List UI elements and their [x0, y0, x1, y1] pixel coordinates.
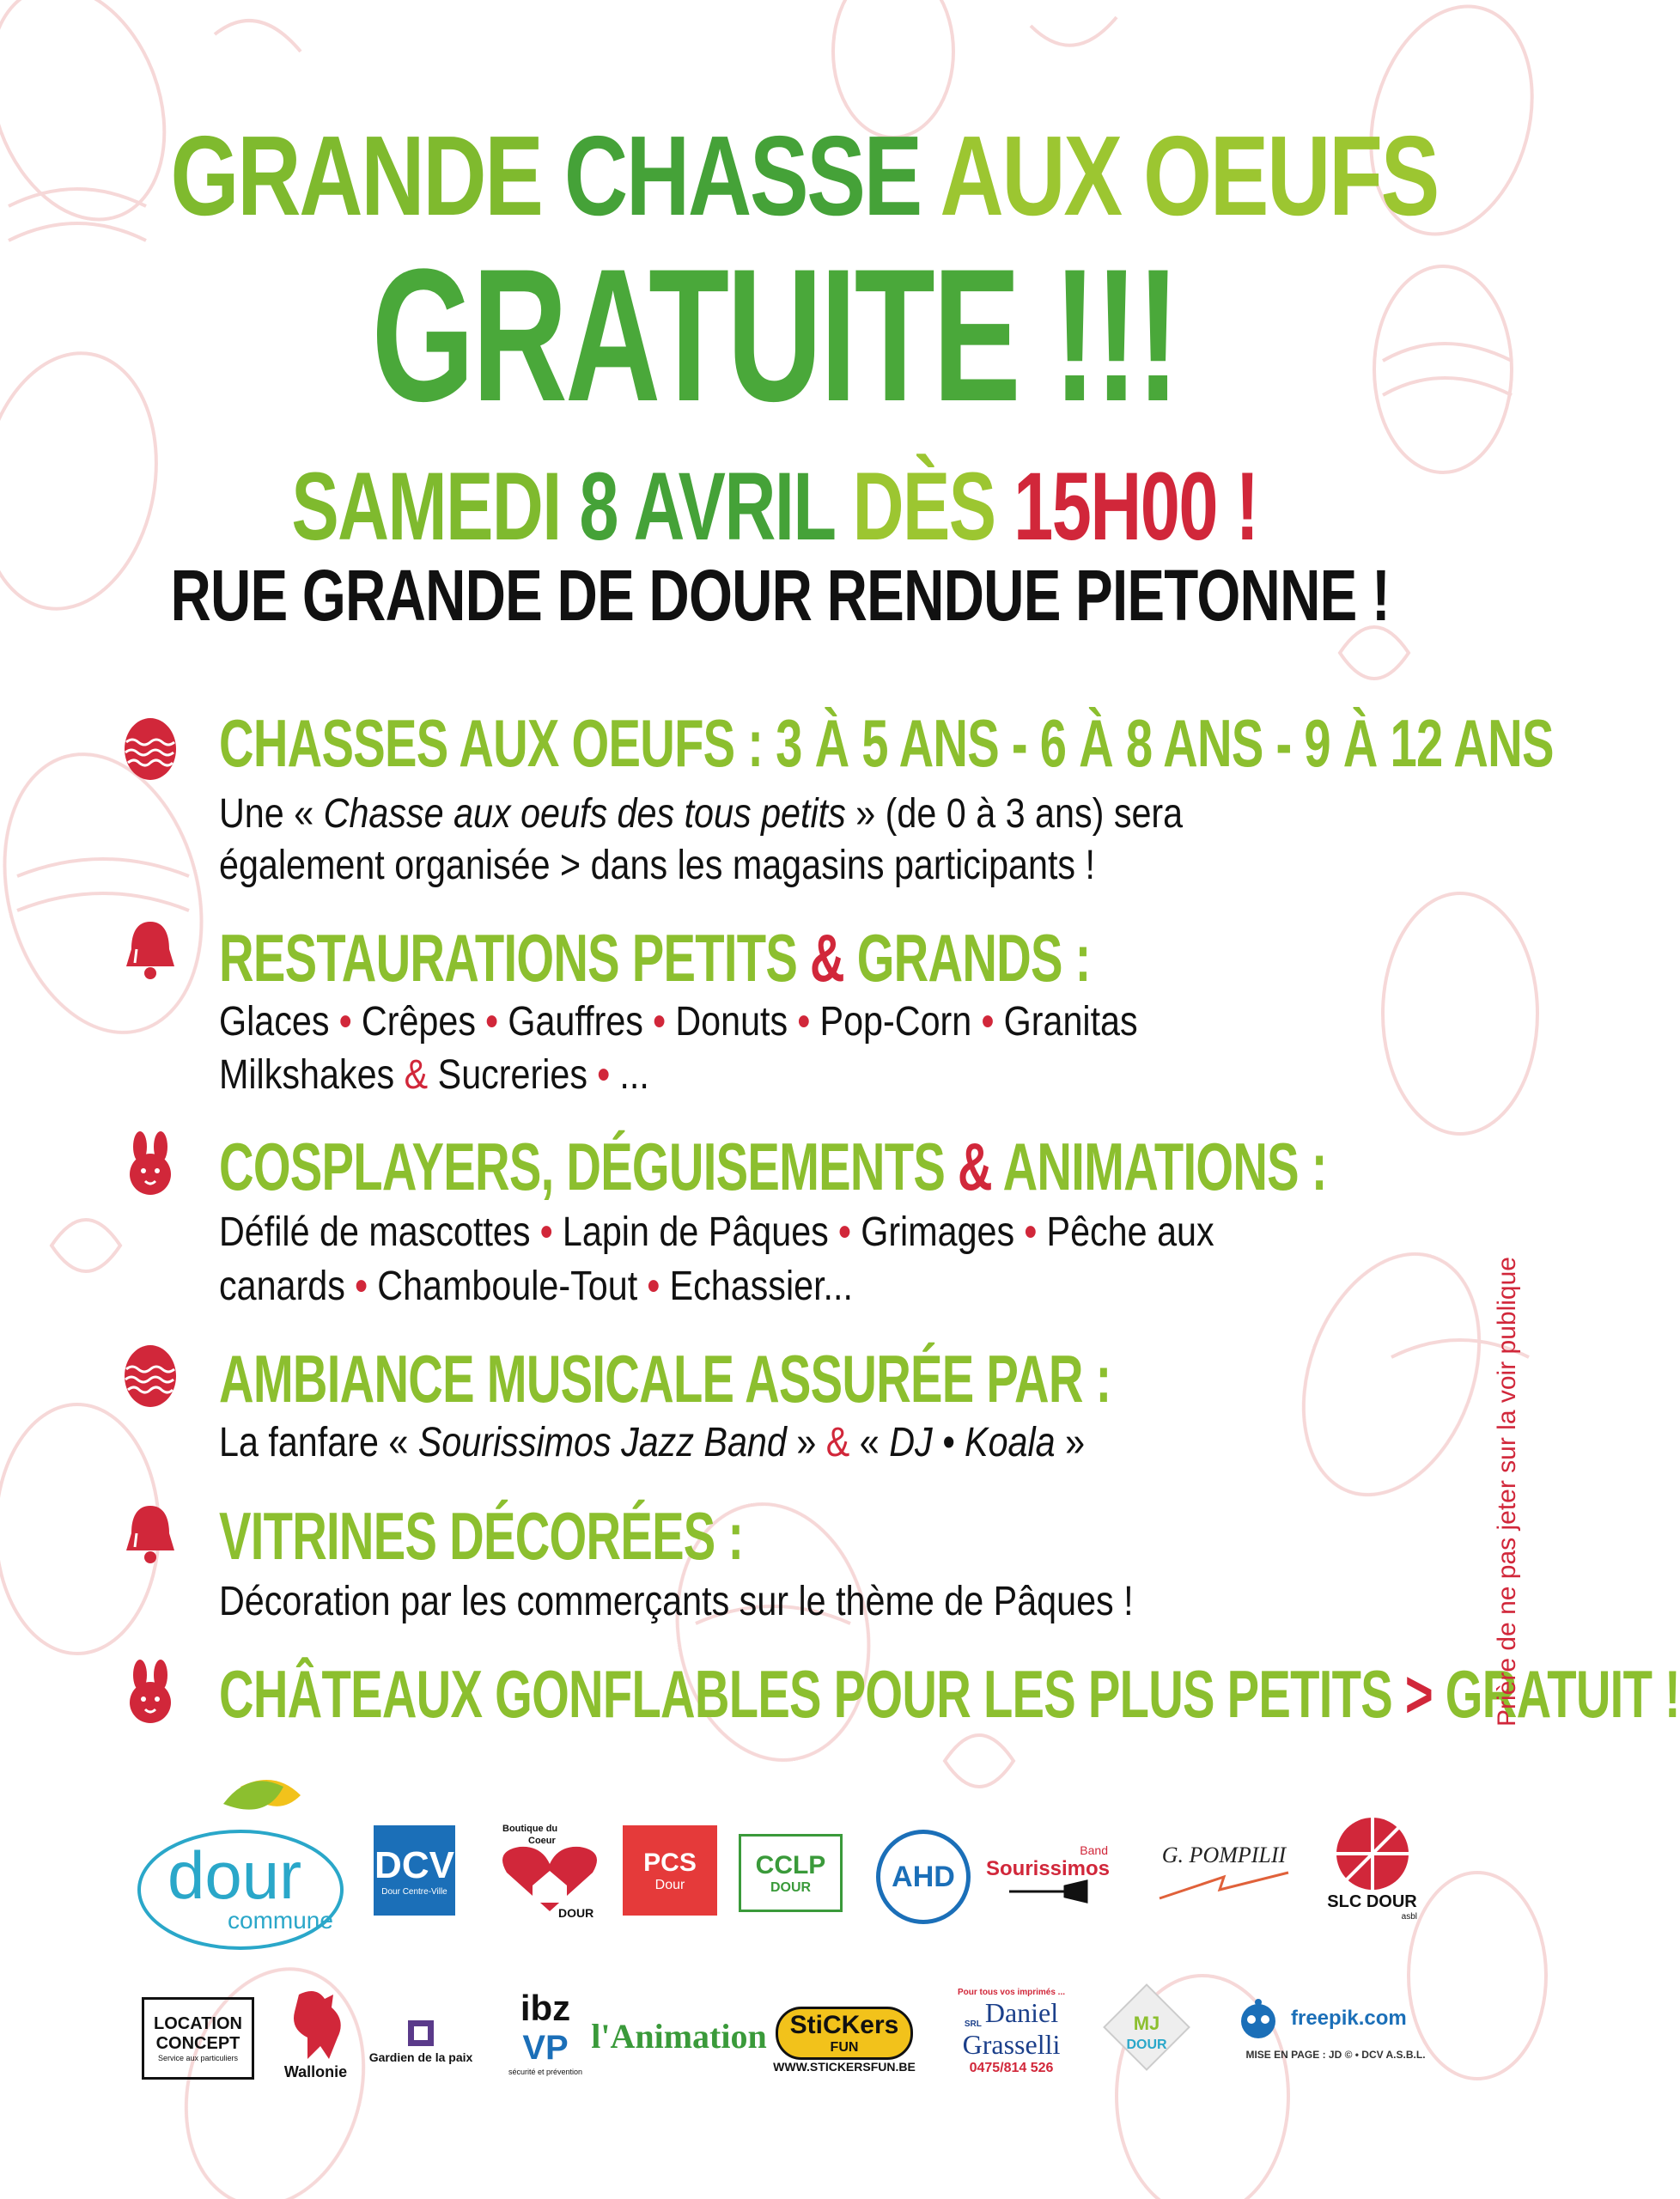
stickersfun-logo: [767, 1993, 922, 2087]
dour-label: DOUR: [558, 1906, 594, 1920]
grasselli-logo: [940, 1976, 1082, 2087]
dj-name: DJ • Koala: [889, 1420, 1056, 1465]
pompilii-logo: [1147, 1834, 1301, 1911]
animation-item: Lapin de Pâques: [562, 1209, 829, 1255]
wallonie-word: Wallonie: [283, 2063, 348, 2080]
slc-pinwheel: [1334, 1815, 1411, 1892]
date-time: 15H00 !: [1013, 453, 1258, 560]
dcv-letters: DCV: [374, 1844, 454, 1886]
cclp-logo: [739, 1834, 843, 1912]
headline-word-aux-oeufs: AUX OEUFS: [940, 113, 1438, 239]
boutique-du-coeur-logo: [494, 1821, 606, 1920]
text-segment: GRATUIT !: [1445, 1656, 1680, 1732]
grasselli-phone: 0475/814 526: [969, 2060, 1054, 2075]
date-day: SAMEDI: [291, 453, 561, 560]
bell-icon: [116, 1499, 185, 1568]
food-item: Glaces: [219, 999, 330, 1045]
credit-text: MISE EN PAGE : JD © • DCV A.S.B.L.: [1245, 2049, 1426, 2061]
animation-word: l'Animation: [591, 2016, 767, 2056]
bunny-icon: [116, 1658, 185, 1727]
section-music-heading: AMBIANCE MUSICALE ASSURÉE PAR :: [219, 1341, 1111, 1416]
text-segment: COSPLAYERS, DÉGUISEMENTS: [219, 1129, 946, 1204]
pcs-letters: PCS: [643, 1848, 697, 1877]
ahd-logo: [876, 1830, 971, 1924]
vp-letters: VP: [522, 2028, 569, 2067]
animation-item: Pêche aux: [1046, 1209, 1214, 1255]
mj-dour-word: DOUR: [1126, 2038, 1167, 2052]
dour-commune-mark: [129, 1770, 361, 1950]
text-segment: » (de 0 à 3 ans) sera: [855, 791, 1184, 837]
concept-word: CONCEPT: [155, 2034, 240, 2053]
arrow-symbol: >: [1404, 1656, 1433, 1732]
mj-dour-logo: [1099, 1980, 1194, 2074]
dour-word: dour: [167, 1837, 302, 1913]
commune-word: commune: [228, 1907, 333, 1934]
date-des: DÈS: [852, 453, 995, 560]
fun-word: FUN: [830, 2040, 859, 2055]
boutique-label: Boutique du: [502, 1824, 558, 1834]
section-egg-hunt-line-2: également organisée > dans les magasins participants !: [219, 843, 1095, 888]
headline-word-chasse: CHASSE: [563, 113, 921, 239]
band-name: Sourissimos Jazz Band: [417, 1420, 787, 1465]
egg-icon: [116, 713, 185, 782]
animation-item: Grimages: [861, 1209, 1015, 1255]
slc-asbl: asbl: [1401, 1912, 1417, 1922]
gardien-mark: [404, 2016, 438, 2050]
food-item: Sucreries: [437, 1052, 588, 1098]
section-egg-hunt-line-1: [219, 789, 1183, 840]
ampersand: &: [957, 1129, 992, 1204]
animation-item: Défilé de mascottes: [219, 1209, 531, 1255]
animation-item: canards: [219, 1264, 345, 1309]
animation-item: Chamboule-Tout: [377, 1264, 638, 1309]
pcs-logo: [623, 1825, 717, 1916]
dcv-subtitle: Dour Centre-Ville: [381, 1887, 447, 1897]
dour-commune-logo: [129, 1770, 361, 1950]
text-segment: «: [859, 1420, 880, 1465]
food-item: Milkshakes: [219, 1052, 395, 1098]
section-food-line-2: Milkshakes & Sucreries • ...: [219, 1052, 649, 1098]
ibz-logo: [498, 1976, 593, 2087]
stickers-word: StiCKers: [789, 2011, 899, 2039]
stickers-url: WWW.STICKERSFUN.BE: [773, 2060, 916, 2074]
text-segment: »: [796, 1420, 817, 1465]
band-word: Band: [1080, 1843, 1108, 1857]
litter-notice: Prière de ne pas jeter sur la voir publique: [1493, 1257, 1521, 1727]
section-windows-line: Décoration par les commerçants sur le thème de Pâques !: [219, 1579, 1134, 1624]
date-date: 8 AVRIL: [579, 453, 835, 560]
text-segment: La fanfare «: [219, 1420, 409, 1465]
sourissimos-word: Sourissimos: [985, 1857, 1111, 1880]
text-segment: »: [1065, 1420, 1086, 1465]
section-cosplay-heading: [219, 1129, 1327, 1204]
ibz-tagline: sécurité et prévention: [508, 2067, 583, 2076]
pcs-dour: Dour: [654, 1877, 685, 1892]
ampersand: &: [809, 920, 844, 996]
wallonie-logo: [275, 1980, 356, 2087]
srl-label: SRL: [964, 2019, 982, 2029]
egg-icon: [116, 1340, 185, 1409]
grasselli-name-block: [965, 1997, 1058, 2029]
trumpet-icon: [1005, 1881, 1091, 1902]
animation-item: Echassier...: [669, 1264, 853, 1309]
headline-line-1: [170, 113, 1438, 239]
layout-credit: [1233, 2044, 1439, 2065]
section-windows-heading: VITRINES DÉCORÉES :: [219, 1498, 744, 1574]
section-food-heading: [219, 920, 1091, 996]
gardien-de-la-paix-logo: [365, 1997, 477, 2083]
text-segment: ANIMATIONS :: [1002, 1129, 1327, 1204]
freepik-logo: [1233, 1993, 1430, 2044]
ellipsis: ...: [619, 1052, 649, 1098]
freepik-icon: [1233, 1997, 1284, 2040]
text-segment: Une «: [219, 791, 314, 837]
coeur-label: Coeur: [528, 1836, 556, 1846]
section-cosplay-line-1: Défilé de mascottes • Lapin de Pâques • Grimages • Pêche aux: [219, 1209, 1214, 1255]
text-segment: GRANDS :: [856, 920, 1091, 996]
stickersfun-badge: [776, 2007, 914, 2060]
location-concept-logo: [142, 1997, 254, 2080]
text-segment: RESTAURATIONS PETITS: [219, 920, 798, 996]
slc-dour-logo: [1327, 1812, 1417, 1924]
mj-dour-mark: [1099, 1980, 1194, 2074]
pedestrian-street-notice: RUE GRANDE DE DOUR RENDUE PIETONNE !: [170, 555, 1391, 636]
bunny-icon: [116, 1130, 185, 1198]
dcv-logo: [374, 1825, 455, 1916]
text-segment: CHÂTEAUX GONFLABLES POUR LES PLUS PETITS: [219, 1656, 1392, 1732]
slc-name: SLC DOUR: [1327, 1892, 1417, 1911]
sourissimos-logo: [985, 1838, 1111, 1907]
section-food-line-1: Glaces • Crêpes • Gauffres • Donuts • Pop-Corn • Granitas: [219, 999, 1138, 1045]
freepik-word: freepik.com: [1291, 2007, 1407, 2030]
rooster-icon: [282, 1986, 350, 2063]
ibz-letters: ibz: [520, 1987, 571, 2028]
location-tagline: Service aux particuliers: [157, 2054, 239, 2062]
mj-letters: MJ: [1133, 2013, 1160, 2034]
ampersand: &: [825, 1420, 850, 1465]
ahd-letters: AHD: [892, 1860, 955, 1893]
section-egg-hunt-heading: CHASSES AUX OEUFS : 3 À 5 ANS - 6 À 8 ANS - 9 À 12 ANS: [219, 705, 1554, 781]
event-date: [202, 455, 1348, 558]
gardien-name: Gardien de la paix: [368, 2050, 473, 2064]
section-bouncy-castle-heading: [219, 1656, 1680, 1732]
ampersand: &: [404, 1052, 429, 1098]
food-item: Donuts: [675, 999, 788, 1045]
section-cosplay-line-2: canards • Chamboule-Tout • Echassier...: [219, 1264, 853, 1309]
food-item: Pop-Corn: [819, 999, 972, 1045]
location-word: LOCATION: [154, 2014, 242, 2033]
food-item: Granitas: [1003, 999, 1138, 1045]
food-item: Crêpes: [361, 999, 476, 1045]
pompilii-name: G. POMPILII: [1161, 1843, 1287, 1867]
heart-house-mark: [494, 1821, 606, 1920]
pompilii-swoosh: [1155, 1868, 1293, 1903]
section-music-line: [219, 1417, 1085, 1469]
animation-logo: [591, 2006, 767, 2066]
headline-gratuite: GRATUITE !!!: [371, 229, 1178, 441]
grasselli-word: Grasselli: [962, 2028, 1061, 2060]
bell-icon: [116, 915, 185, 984]
headline-word-grande: GRANDE: [170, 113, 542, 239]
food-item: Gauffres: [508, 999, 643, 1045]
grasselli-tagline: Pour tous vos imprimés ...: [957, 1987, 1066, 1997]
cclp-letters: CCLP: [755, 1850, 826, 1879]
toddler-hunt-name: Chasse aux oeufs des tous petits: [323, 791, 846, 837]
daniel-word: Daniel: [984, 1996, 1059, 2028]
cclp-dour: DOUR: [770, 1879, 812, 1895]
